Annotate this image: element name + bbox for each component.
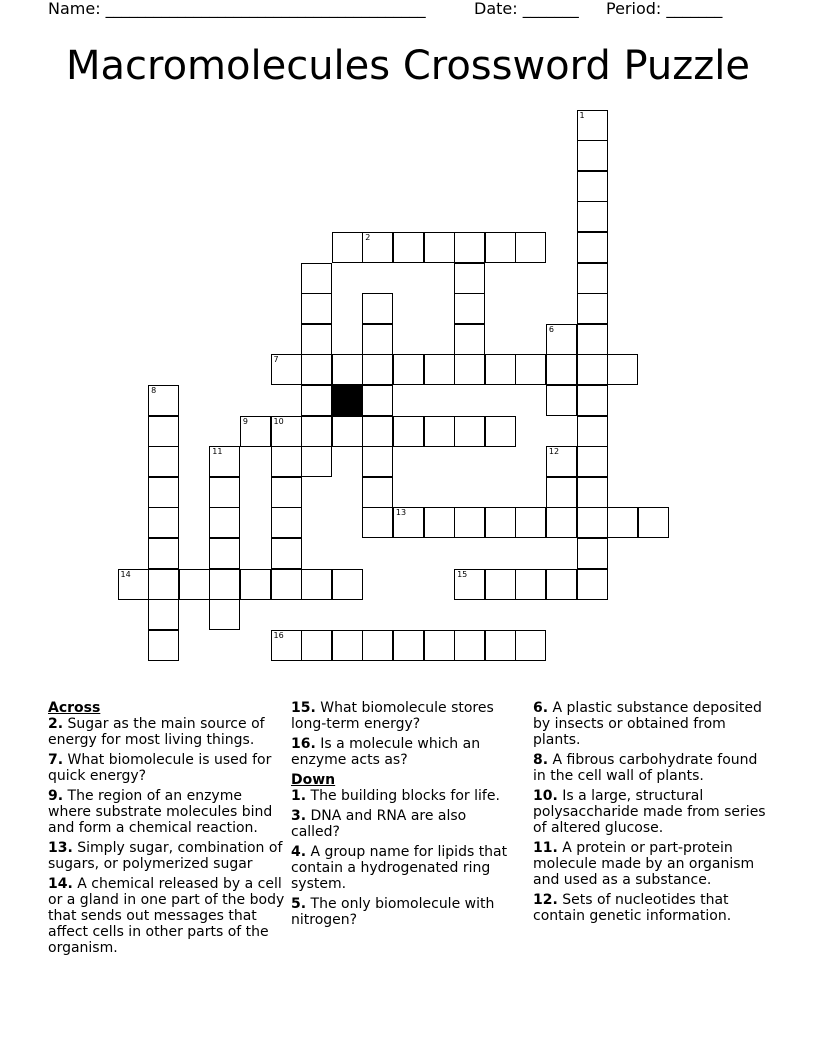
clue-number: 15 (457, 569, 468, 579)
grid-cell[interactable] (577, 110, 608, 141)
grid-cell[interactable] (607, 507, 638, 538)
grid-cell[interactable] (362, 630, 393, 661)
grid-cell[interactable] (332, 232, 363, 263)
grid-cell[interactable] (209, 569, 240, 600)
grid-cell[interactable] (515, 232, 546, 263)
grid-cell[interactable] (424, 354, 455, 385)
grid-cell[interactable] (362, 446, 393, 477)
grid-cell[interactable] (454, 507, 485, 538)
grid-cell[interactable] (546, 354, 577, 385)
grid-cell[interactable] (577, 263, 608, 294)
grid-cell[interactable] (485, 630, 516, 661)
grid-cell[interactable] (577, 354, 608, 385)
grid-cell[interactable] (577, 201, 608, 232)
clue-down-3: 3. DNA and RNA are also called? (291, 808, 467, 840)
grid-cell[interactable] (577, 538, 608, 569)
grid-cell[interactable] (240, 416, 271, 447)
grid-cell[interactable] (424, 507, 455, 538)
grid-cell[interactable] (148, 599, 179, 630)
grid-cell[interactable] (515, 507, 546, 538)
grid-cell[interactable] (271, 416, 302, 447)
grid-cell[interactable] (271, 507, 302, 538)
clue-number: 10 (273, 416, 284, 426)
grid-cell[interactable] (301, 293, 332, 324)
clue-down-1: 1. The building blocks for life. (291, 788, 500, 804)
grid-cell[interactable] (209, 477, 240, 508)
grid-cell[interactable] (454, 630, 485, 661)
grid-cell[interactable] (301, 324, 332, 355)
grid-cell[interactable] (424, 416, 455, 447)
grid-cell[interactable] (148, 385, 179, 416)
grid-cell[interactable] (577, 477, 608, 508)
grid-cell[interactable] (393, 354, 424, 385)
clue-across-13: 13. Simply sugar, combination of sugars, or polymerized sugar (48, 840, 283, 872)
grid-cell[interactable] (577, 569, 608, 600)
clue-across-16: 16. Is a molecule which an enzyme acts as? (291, 736, 481, 768)
grid-cell[interactable] (362, 507, 393, 538)
clue-column-2 (291, 700, 516, 932)
grid-cell[interactable] (179, 569, 210, 600)
grid-cell[interactable] (209, 599, 240, 630)
grid-cell[interactable] (485, 569, 516, 600)
clue-across-7: 7. What biomolecule is used for quick energy? (48, 752, 272, 784)
grid-cell[interactable] (577, 140, 608, 171)
grid-cell[interactable] (577, 507, 608, 538)
grid-cell[interactable] (148, 477, 179, 508)
clue-number: 1 (579, 110, 585, 120)
grid-cell[interactable] (577, 293, 608, 324)
grid-cell[interactable] (271, 569, 302, 600)
grid-cell[interactable] (271, 354, 302, 385)
grid-cell[interactable] (515, 630, 546, 661)
grid-cell[interactable] (362, 293, 393, 324)
grid-cell[interactable] (454, 324, 485, 355)
clue-number: 14 (120, 569, 131, 579)
grid-cell[interactable] (577, 232, 608, 263)
across-heading: Across (48, 700, 101, 716)
clue-down-8: 8. A fibrous carbohydrate found in the cell wall of plants. (533, 752, 758, 784)
grid-cell[interactable] (301, 569, 332, 600)
grid-cell[interactable] (271, 477, 302, 508)
clue-across-15: 15. What biomolecule stores long-term energy? (291, 700, 494, 732)
grid-cell[interactable] (424, 232, 455, 263)
date-field[interactable]: Date: _______ (474, 0, 579, 18)
grid-cell[interactable] (546, 324, 577, 355)
grid-cell[interactable] (577, 446, 608, 477)
grid-cell[interactable] (332, 569, 363, 600)
grid-cell[interactable] (546, 477, 577, 508)
clue-number: 11 (212, 447, 223, 457)
clue-down-10: 10. Is a large, structural polysaccharide made from series of altered glucose. (533, 788, 766, 836)
grid-cell[interactable] (332, 416, 363, 447)
grid-cell[interactable] (301, 630, 332, 661)
grid-cell[interactable] (148, 538, 179, 569)
clue-number: 2 (365, 232, 371, 242)
grid-cell[interactable] (362, 232, 393, 263)
grid-cell[interactable] (301, 416, 332, 447)
grid-cell[interactable] (118, 569, 149, 600)
grid-cell[interactable] (393, 232, 424, 263)
clue-number: 9 (242, 416, 248, 426)
clue-number: 12 (548, 447, 560, 457)
grid-cell[interactable] (148, 569, 179, 600)
grid-cell[interactable] (362, 354, 393, 385)
clue-number: 6 (548, 324, 554, 334)
clue-across-9: 9. The region of an enzyme where substrate molecules bind and form a chemical reaction. (48, 788, 273, 836)
grid-cell[interactable] (209, 538, 240, 569)
grid-cell[interactable] (148, 507, 179, 538)
grid-cell[interactable] (271, 446, 302, 477)
grid-cell[interactable] (546, 385, 577, 416)
grid-cell[interactable] (209, 507, 240, 538)
grid-cell[interactable] (454, 416, 485, 447)
grid-cell[interactable] (454, 232, 485, 263)
grid-cell[interactable] (485, 507, 516, 538)
grid-cell[interactable] (454, 293, 485, 324)
grid-cell[interactable] (393, 507, 424, 538)
grid-cell[interactable] (485, 232, 516, 263)
grid-cell[interactable] (148, 446, 179, 477)
clue-down-5: 5. The only biomolecule with nitrogen? (291, 896, 495, 928)
grid-cell[interactable] (577, 171, 608, 202)
clue-across-14: 14. A chemical released by a cell or a gland in one part of the body that sends out messages that affect cells in other parts of the organism. (48, 876, 285, 956)
down-heading: Down (291, 772, 336, 788)
grid-cell[interactable] (546, 446, 577, 477)
clue-column-1 (48, 700, 286, 960)
grid-cell[interactable] (607, 354, 638, 385)
grid-cell[interactable] (301, 263, 332, 294)
grid-cell[interactable] (362, 324, 393, 355)
grid-cell[interactable] (454, 569, 485, 600)
grid-cell[interactable] (638, 507, 669, 538)
grid-cell[interactable] (424, 630, 455, 661)
grid-cell[interactable] (148, 630, 179, 661)
name-field[interactable]: Name: ________________________________________ (48, 0, 426, 18)
page-title: Macromolecules Crossword Puzzle (65, 43, 750, 89)
grid-cell[interactable] (240, 569, 271, 600)
clue-number: 7 (273, 355, 279, 365)
clue-down-11: 11. A protein or part-protein molecule made by an organism and used as a substance. (533, 840, 755, 888)
grid-cell[interactable] (546, 569, 577, 600)
grid-cell[interactable] (271, 630, 302, 661)
clue-number: 8 (151, 385, 157, 395)
grid-cell[interactable] (577, 385, 608, 416)
grid-cell[interactable] (515, 354, 546, 385)
grid-cell[interactable] (577, 416, 608, 447)
grid-cell[interactable] (577, 324, 608, 355)
grid-cell[interactable] (454, 354, 485, 385)
grid-cell[interactable] (332, 354, 363, 385)
clue-number: 16 (273, 630, 284, 640)
grid-cell[interactable] (546, 507, 577, 538)
clue-down-4: 4. A group name for lipids that contain a hydrogenated ring system. (291, 844, 508, 892)
grid-cell[interactable] (271, 538, 302, 569)
grid-cell[interactable] (362, 416, 393, 447)
grid-cell[interactable] (485, 354, 516, 385)
clue-column-3 (533, 700, 771, 928)
clue-down-12: 12. Sets of nucleotides that contain genetic information. (533, 892, 732, 924)
grid-cell[interactable] (301, 354, 332, 385)
grid-cell[interactable] (454, 263, 485, 294)
grid-cell[interactable] (393, 416, 424, 447)
grid-cell[interactable] (148, 416, 179, 447)
blocked-cell (332, 385, 363, 416)
grid-cell[interactable] (332, 630, 363, 661)
grid-cell[interactable] (362, 477, 393, 508)
grid-cell[interactable] (209, 446, 240, 477)
clue-number: 13 (395, 508, 407, 518)
grid-cell[interactable] (485, 416, 516, 447)
clue-across-2: 2. Sugar as the main source of energy for most living things. (48, 716, 265, 748)
grid-cell[interactable] (301, 446, 332, 477)
grid-cell[interactable] (515, 569, 546, 600)
grid-cell[interactable] (301, 385, 332, 416)
grid-cell[interactable] (362, 385, 393, 416)
grid-cell[interactable] (393, 630, 424, 661)
clue-down-6: 6. A plastic substance deposited by insects or obtained from plants. (533, 700, 762, 748)
period-field[interactable]: Period: _______ (606, 0, 723, 18)
